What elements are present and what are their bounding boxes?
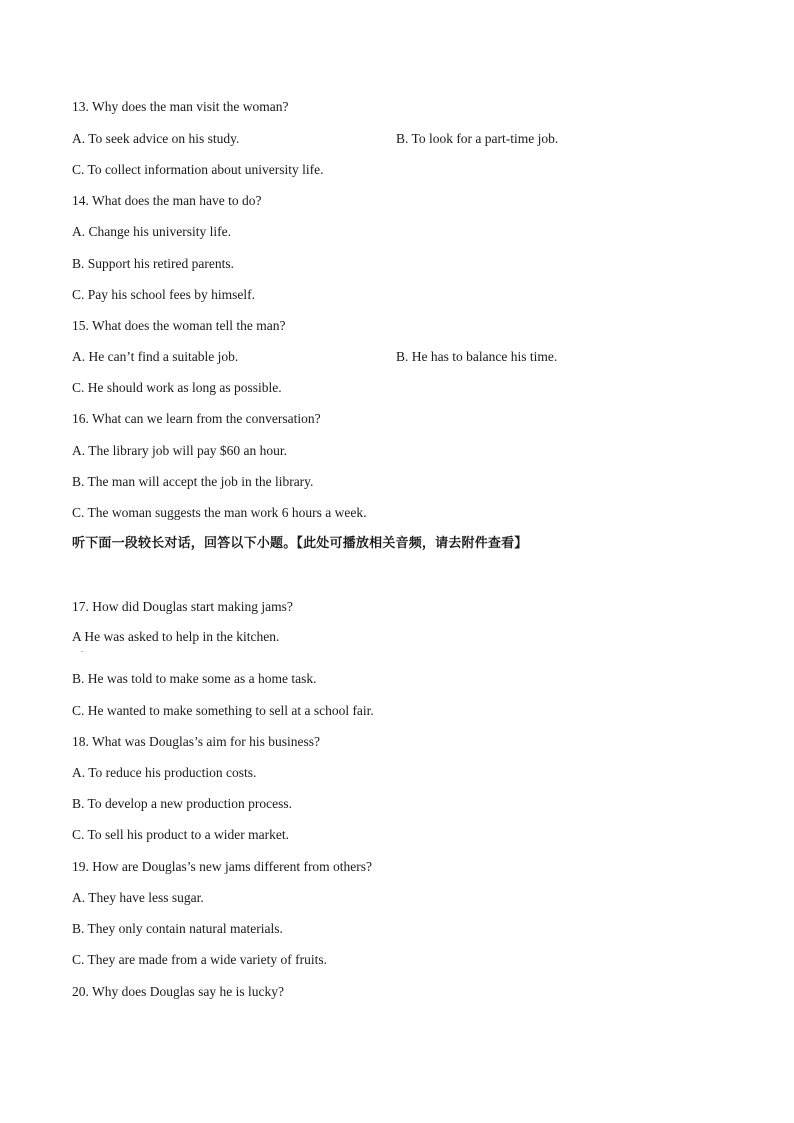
question-16-stem: 16. What can we learn from the conversation?	[72, 411, 321, 426]
question-18-option-c: C. To sell his product to a wider market.	[72, 827, 290, 842]
question-19-option-c: C. They are made from a wide variety of fruits.	[72, 952, 328, 967]
question-17-option-a: A He was asked to help in the kitchen.	[72, 629, 280, 644]
stray-dot-mark: .	[81, 645, 83, 654]
question-15-option-b: B. He has to balance his time.	[396, 349, 558, 364]
question-18-stem: 18. What was Douglas’s aim for his business?	[72, 734, 320, 749]
question-14-option-b: B. Support his retired parents.	[72, 256, 234, 271]
question-14-option-a: A. Change his university life.	[72, 224, 231, 239]
question-14-stem: 14. What does the man have to do?	[72, 193, 262, 208]
question-17-stem: 17. How did Douglas start making jams?	[72, 599, 293, 614]
question-13-option-c: C. To collect information about university life.	[72, 162, 324, 177]
question-20-stem: 20. Why does Douglas say he is lucky?	[72, 984, 284, 999]
question-15-option-a: A. He can’t find a suitable job.	[72, 349, 239, 364]
question-16-option-b: B. The man will accept the job in the library.	[72, 474, 314, 489]
question-19-option-b: B. They only contain natural materials.	[72, 921, 283, 936]
question-19-option-a: A. They have less sugar.	[72, 890, 204, 905]
question-19-stem: 19. How are Douglas’s new jams different from others?	[72, 859, 373, 874]
question-13-option-b: B. To look for a part-time job.	[396, 131, 559, 146]
question-15-stem: 15. What does the woman tell the man?	[72, 318, 286, 333]
question-13-option-a: A. To seek advice on his study.	[72, 131, 240, 146]
question-14-option-c: C. Pay his school fees by himself.	[72, 287, 255, 302]
question-15-option-c: C. He should work as long as possible.	[72, 380, 282, 395]
question-17-option-b: B. He was told to make some as a home task.	[72, 671, 317, 686]
question-13-stem: 13. Why does the man visit the woman?	[72, 99, 289, 114]
question-18-option-a: A. To reduce his production costs.	[72, 765, 257, 780]
question-16-option-c: C. The woman suggests the man work 6 hours a week.	[72, 505, 367, 520]
question-17-option-c: C. He wanted to make something to sell at a school fair.	[72, 703, 374, 718]
question-18-option-b: B. To develop a new production process.	[72, 796, 293, 811]
listening-instruction: 听下面一段较长对话，回答以下小题。【此处可播放相关音频，请去附件查看】	[72, 536, 528, 551]
question-16-option-a: A. The library job will pay $60 an hour.	[72, 443, 287, 458]
